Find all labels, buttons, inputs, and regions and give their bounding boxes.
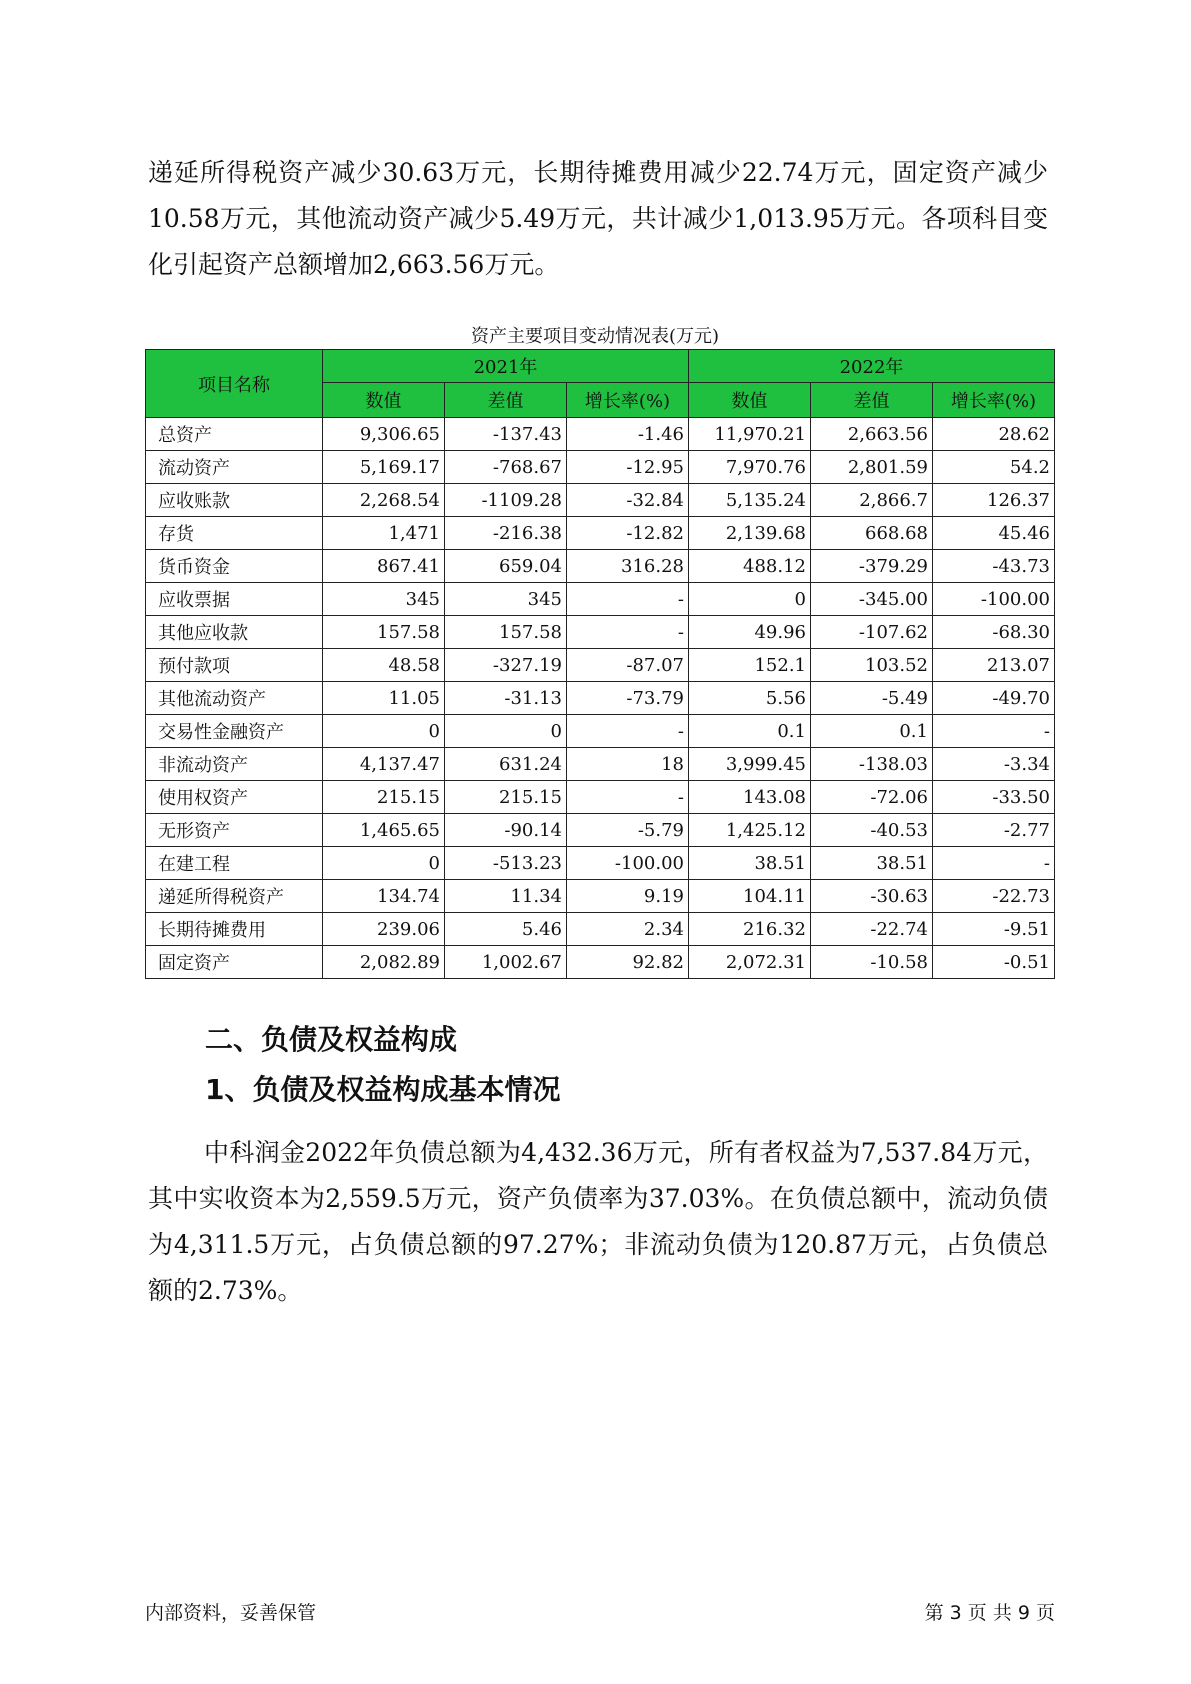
value-2021-cell: 867.41 — [323, 550, 445, 583]
row-name-cell: 使用权资产 — [146, 781, 323, 814]
diff-2021-cell: 157.58 — [445, 616, 567, 649]
growth-2022-cell: -0.51 — [933, 946, 1055, 979]
growth-2021-cell: - — [567, 781, 689, 814]
diff-2022-cell: -138.03 — [811, 748, 933, 781]
value-2022-cell: 49.96 — [689, 616, 811, 649]
header-year-2022: 2022年 — [689, 350, 1055, 383]
diff-2021-cell: 345 — [445, 583, 567, 616]
value-2021-cell: 134.74 — [323, 880, 445, 913]
header-growth-2022: 增长率(%) — [933, 383, 1055, 418]
value-2021-cell: 11.05 — [323, 682, 445, 715]
asset-change-table — [145, 349, 1055, 979]
table-row — [146, 517, 1055, 550]
value-2022-cell: 0 — [689, 583, 811, 616]
value-2022-cell: 5.56 — [689, 682, 811, 715]
row-name-cell: 递延所得税资产 — [146, 880, 323, 913]
growth-2021-cell: -73.79 — [567, 682, 689, 715]
header-value-2022: 数值 — [689, 383, 811, 418]
row-name-cell: 固定资产 — [146, 946, 323, 979]
growth-2021-cell: -5.79 — [567, 814, 689, 847]
table-row — [146, 880, 1055, 913]
diff-2022-cell: -107.62 — [811, 616, 933, 649]
diff-2021-cell: -31.13 — [445, 682, 567, 715]
growth-2022-cell: -22.73 — [933, 880, 1055, 913]
table-row — [146, 484, 1055, 517]
value-2022-cell: 3,999.45 — [689, 748, 811, 781]
value-2022-cell: 143.08 — [689, 781, 811, 814]
table-row — [146, 913, 1055, 946]
growth-2021-cell: -100.00 — [567, 847, 689, 880]
row-name-cell: 存货 — [146, 517, 323, 550]
diff-2021-cell: -137.43 — [445, 418, 567, 451]
value-2021-cell: 2,268.54 — [323, 484, 445, 517]
diff-2022-cell: 2,866.7 — [811, 484, 933, 517]
growth-2021-cell: -87.07 — [567, 649, 689, 682]
diff-2022-cell: 103.52 — [811, 649, 933, 682]
value-2022-cell: 2,139.68 — [689, 517, 811, 550]
table-row — [146, 814, 1055, 847]
growth-2021-cell: -32.84 — [567, 484, 689, 517]
diff-2022-cell: -345.00 — [811, 583, 933, 616]
table-row — [146, 649, 1055, 682]
row-name-cell: 货币资金 — [146, 550, 323, 583]
growth-2022-cell: -2.77 — [933, 814, 1055, 847]
table-caption: 资产主要项目变动情况表(万元) — [470, 326, 720, 347]
diff-2022-cell: -5.49 — [811, 682, 933, 715]
value-2022-cell: 2,072.31 — [689, 946, 811, 979]
growth-2022-cell: -9.51 — [933, 913, 1055, 946]
table-row — [146, 616, 1055, 649]
table-row — [146, 550, 1055, 583]
growth-2021-cell: -1.46 — [567, 418, 689, 451]
value-2022-cell: 11,970.21 — [689, 418, 811, 451]
row-name-cell: 其他应收款 — [146, 616, 323, 649]
intro-paragraph: 递延所得税资产减少30.63万元，长期待摊费用减少22.74万元，固定资产减少10.58万元，其他流动资产减少5.49万元，共计减少1,013.95万元。各项科目变化引起资产总额增加2,663.56万元。 — [148, 158, 1048, 279]
row-name-cell: 流动资产 — [146, 451, 323, 484]
value-2022-cell: 488.12 — [689, 550, 811, 583]
growth-2022-cell: -3.34 — [933, 748, 1055, 781]
growth-2022-cell: -43.73 — [933, 550, 1055, 583]
table-row — [146, 781, 1055, 814]
growth-2022-cell: 126.37 — [933, 484, 1055, 517]
diff-2022-cell: 2,801.59 — [811, 451, 933, 484]
growth-2022-cell: -33.50 — [933, 781, 1055, 814]
table-row — [146, 748, 1055, 781]
value-2022-cell: 38.51 — [689, 847, 811, 880]
value-2022-cell: 1,425.12 — [689, 814, 811, 847]
growth-2022-cell: -100.00 — [933, 583, 1055, 616]
diff-2021-cell: 1,002.67 — [445, 946, 567, 979]
diff-2021-cell: 5.46 — [445, 913, 567, 946]
body-paragraph: 中科润金2022年负债总额为4,432.36万元，所有者权益为7,537.84万元，其中实收资本为2,559.5万元，资产负债率为37.03%。在负债总额中，流动负债为4,311.5万元，占负债总额的97.27%；非流动负债为120.87万元，占负债总额的2.73%。 — [148, 1138, 1049, 1305]
growth-2021-cell: - — [567, 715, 689, 748]
value-2022-cell: 0.1 — [689, 715, 811, 748]
footer-page-number: 第 3 页 共 9 页 — [924, 1602, 1055, 1624]
diff-2021-cell: -768.67 — [445, 451, 567, 484]
growth-2022-cell: -68.30 — [933, 616, 1055, 649]
value-2021-cell: 1,471 — [323, 517, 445, 550]
value-2022-cell: 7,970.76 — [689, 451, 811, 484]
value-2021-cell: 4,137.47 — [323, 748, 445, 781]
table-row — [146, 583, 1055, 616]
value-2021-cell: 215.15 — [323, 781, 445, 814]
growth-2022-cell: - — [933, 715, 1055, 748]
growth-2022-cell: 28.62 — [933, 418, 1055, 451]
diff-2022-cell: 0.1 — [811, 715, 933, 748]
table-row — [146, 418, 1055, 451]
diff-2022-cell: -72.06 — [811, 781, 933, 814]
table-row — [146, 847, 1055, 880]
header-diff-2022: 差值 — [811, 383, 933, 418]
header-value-2021: 数值 — [323, 383, 445, 418]
row-name-cell: 无形资产 — [146, 814, 323, 847]
diff-2022-cell: -22.74 — [811, 913, 933, 946]
subsection-heading: 1、负债及权益构成基本情况 — [205, 1073, 561, 1106]
row-name-cell: 交易性金融资产 — [146, 715, 323, 748]
diff-2022-cell: -30.63 — [811, 880, 933, 913]
growth-2021-cell: 316.28 — [567, 550, 689, 583]
diff-2021-cell: -327.19 — [445, 649, 567, 682]
value-2022-cell: 5,135.24 — [689, 484, 811, 517]
value-2021-cell: 48.58 — [323, 649, 445, 682]
row-name-cell: 总资产 — [146, 418, 323, 451]
growth-2022-cell: 45.46 — [933, 517, 1055, 550]
value-2021-cell: 345 — [323, 583, 445, 616]
value-2021-cell: 2,082.89 — [323, 946, 445, 979]
growth-2021-cell: -12.82 — [567, 517, 689, 550]
diff-2021-cell: 631.24 — [445, 748, 567, 781]
value-2022-cell: 216.32 — [689, 913, 811, 946]
diff-2021-cell: 659.04 — [445, 550, 567, 583]
growth-2022-cell: 54.2 — [933, 451, 1055, 484]
table-row — [146, 451, 1055, 484]
header-year-2021: 2021年 — [323, 350, 689, 383]
row-name-cell: 在建工程 — [146, 847, 323, 880]
table-row — [146, 715, 1055, 748]
value-2021-cell: 0 — [323, 715, 445, 748]
table-body — [146, 418, 1055, 979]
diff-2021-cell: 11.34 — [445, 880, 567, 913]
diff-2021-cell: -90.14 — [445, 814, 567, 847]
row-name-cell: 其他流动资产 — [146, 682, 323, 715]
growth-2021-cell: 9.19 — [567, 880, 689, 913]
growth-2022-cell: 213.07 — [933, 649, 1055, 682]
footer-confidential-note: 内部资料，妥善保管 — [145, 1602, 317, 1624]
growth-2022-cell: -49.70 — [933, 682, 1055, 715]
diff-2021-cell: -513.23 — [445, 847, 567, 880]
diff-2022-cell: 2,663.56 — [811, 418, 933, 451]
diff-2022-cell: -40.53 — [811, 814, 933, 847]
header-item-name: 项目名称 — [146, 350, 323, 418]
growth-2021-cell: - — [567, 583, 689, 616]
growth-2021-cell: 2.34 — [567, 913, 689, 946]
row-name-cell: 预付款项 — [146, 649, 323, 682]
diff-2021-cell: -1109.28 — [445, 484, 567, 517]
row-name-cell: 长期待摊费用 — [146, 913, 323, 946]
section-heading: 二、负债及权益构成 — [205, 1023, 458, 1056]
diff-2021-cell: 0 — [445, 715, 567, 748]
diff-2021-cell: -216.38 — [445, 517, 567, 550]
row-name-cell: 应收账款 — [146, 484, 323, 517]
table-row — [146, 682, 1055, 715]
value-2021-cell: 1,465.65 — [323, 814, 445, 847]
value-2021-cell: 157.58 — [323, 616, 445, 649]
diff-2022-cell: -379.29 — [811, 550, 933, 583]
value-2022-cell: 152.1 — [689, 649, 811, 682]
growth-2022-cell: - — [933, 847, 1055, 880]
value-2021-cell: 239.06 — [323, 913, 445, 946]
diff-2022-cell: 668.68 — [811, 517, 933, 550]
table-row — [146, 946, 1055, 979]
growth-2021-cell: -12.95 — [567, 451, 689, 484]
diff-2022-cell: -10.58 — [811, 946, 933, 979]
value-2021-cell: 0 — [323, 847, 445, 880]
value-2022-cell: 104.11 — [689, 880, 811, 913]
diff-2022-cell: 38.51 — [811, 847, 933, 880]
value-2021-cell: 5,169.17 — [323, 451, 445, 484]
value-2021-cell: 9,306.65 — [323, 418, 445, 451]
row-name-cell: 非流动资产 — [146, 748, 323, 781]
header-diff-2021: 差值 — [445, 383, 567, 418]
growth-2021-cell: 18 — [567, 748, 689, 781]
growth-2021-cell: 92.82 — [567, 946, 689, 979]
header-growth-2021: 增长率(%) — [567, 383, 689, 418]
row-name-cell: 应收票据 — [146, 583, 323, 616]
growth-2021-cell: - — [567, 616, 689, 649]
diff-2021-cell: 215.15 — [445, 781, 567, 814]
